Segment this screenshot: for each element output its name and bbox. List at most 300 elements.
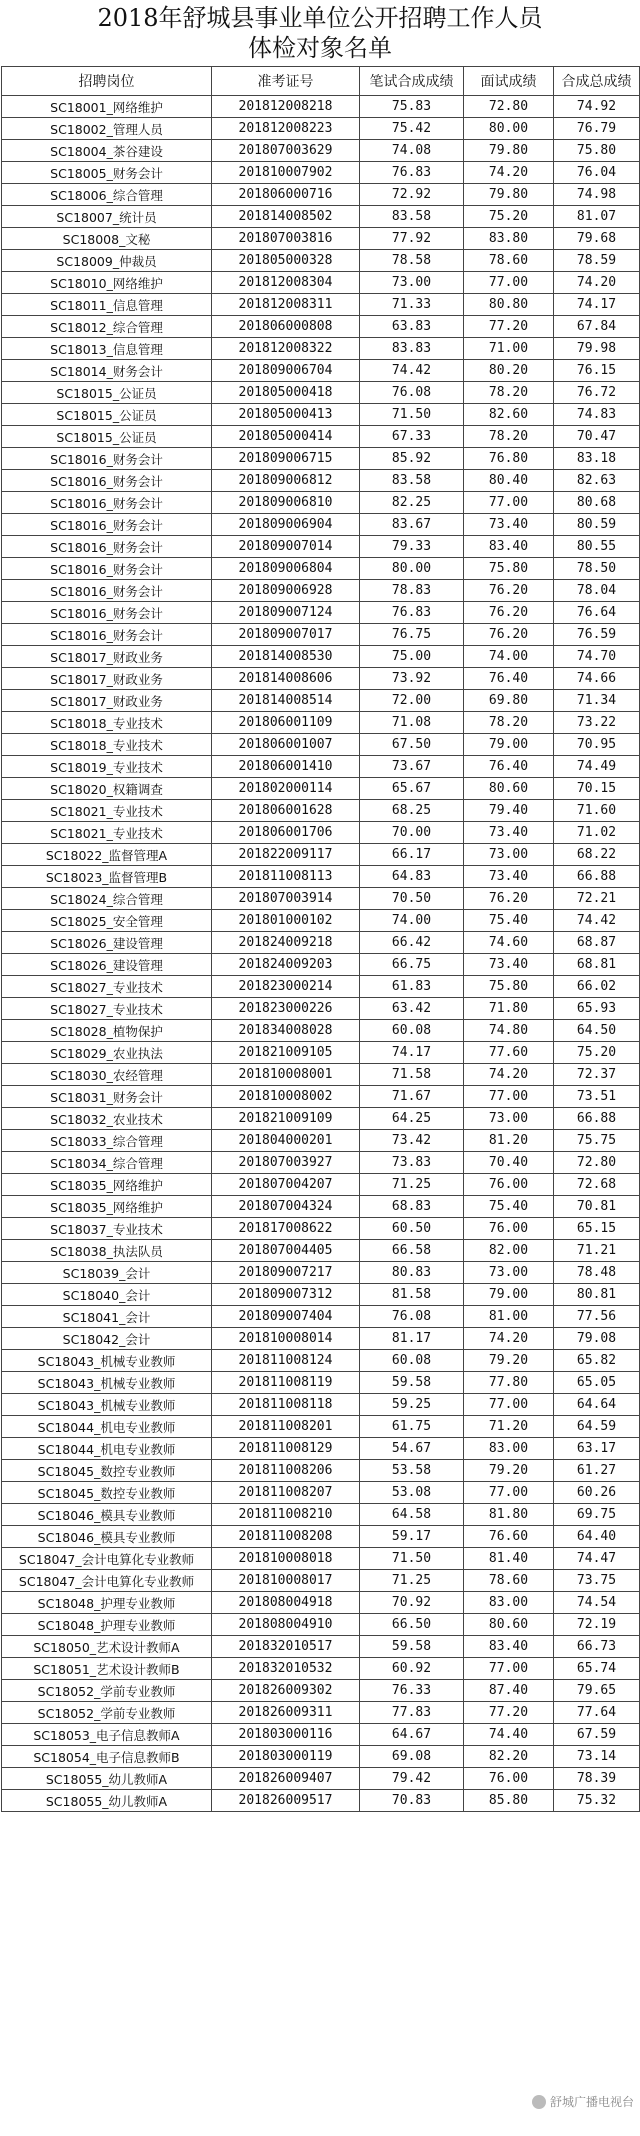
cell-interview-score: 71.20 [464,1416,554,1438]
cell-written-score: 76.75 [360,624,464,646]
cell-interview-score: 74.80 [464,1020,554,1042]
table-row [2,668,640,690]
cell-ticket-number: 201807003914 [212,888,360,910]
cell-written-score: 77.92 [360,228,464,250]
cell-interview-score: 75.40 [464,910,554,932]
cell-written-score: 64.67 [360,1724,464,1746]
cell-ticket-number: 201822009117 [212,844,360,866]
column-header-written: 笔试合成成绩 [360,67,464,96]
cell-written-score: 64.83 [360,866,464,888]
cell-position: SC18018_专业技术 [2,712,212,734]
cell-total-score: 81.07 [554,206,640,228]
cell-interview-score: 76.20 [464,580,554,602]
cell-ticket-number: 201826009311 [212,1702,360,1724]
cell-position: SC18016_财务会计 [2,624,212,646]
cell-total-score: 74.42 [554,910,640,932]
table-row [2,1702,640,1724]
column-header-interview: 面试成绩 [464,67,554,96]
cell-position: SC18039_会计 [2,1262,212,1284]
cell-position: SC18029_农业执法 [2,1042,212,1064]
cell-position: SC18013_信息管理 [2,338,212,360]
cell-ticket-number: 201826009517 [212,1790,360,1812]
cell-position: SC18012_综合管理 [2,316,212,338]
cell-ticket-number: 201806001109 [212,712,360,734]
cell-total-score: 76.64 [554,602,640,624]
cell-written-score: 61.75 [360,1416,464,1438]
cell-written-score: 70.92 [360,1592,464,1614]
cell-ticket-number: 201814008530 [212,646,360,668]
cell-position: SC18034_综合管理 [2,1152,212,1174]
cell-ticket-number: 201811008207 [212,1482,360,1504]
cell-written-score: 65.67 [360,778,464,800]
cell-written-score: 75.83 [360,96,464,118]
cell-ticket-number: 201812008223 [212,118,360,140]
cell-interview-score: 74.60 [464,932,554,954]
table-row [2,580,640,602]
table-row [2,1724,640,1746]
cell-ticket-number: 201806001410 [212,756,360,778]
table-row [2,800,640,822]
cell-ticket-number: 201809006804 [212,558,360,580]
cell-interview-score: 80.40 [464,470,554,492]
cell-total-score: 77.64 [554,1702,640,1724]
cell-ticket-number: 201809007217 [212,1262,360,1284]
cell-position: SC18020_权籍调查 [2,778,212,800]
cell-interview-score: 77.60 [464,1042,554,1064]
table-row [2,1042,640,1064]
cell-total-score: 65.93 [554,998,640,1020]
cell-interview-score: 77.00 [464,1658,554,1680]
table-row [2,1284,640,1306]
table-row [2,602,640,624]
cell-written-score: 59.58 [360,1636,464,1658]
cell-written-score: 60.92 [360,1658,464,1680]
cell-written-score: 68.83 [360,1196,464,1218]
cell-position: SC18047_会计电算化专业教师 [2,1548,212,1570]
table-row [2,822,640,844]
cell-position: SC18040_会计 [2,1284,212,1306]
cell-ticket-number: 201812008218 [212,96,360,118]
cell-ticket-number: 201811008201 [212,1416,360,1438]
table-row [2,866,640,888]
table-row [2,228,640,250]
cell-ticket-number: 201809007312 [212,1284,360,1306]
cell-position: SC18021_专业技术 [2,822,212,844]
table-row [2,272,640,294]
table-row [2,184,640,206]
cell-ticket-number: 201803000119 [212,1746,360,1768]
cell-interview-score: 78.60 [464,1570,554,1592]
cell-interview-score: 73.40 [464,954,554,976]
cell-written-score: 74.42 [360,360,464,382]
cell-interview-score: 83.80 [464,228,554,250]
table-row [2,1174,640,1196]
cell-position: SC18009_仲裁员 [2,250,212,272]
cell-ticket-number: 201823000226 [212,998,360,1020]
cell-total-score: 78.50 [554,558,640,580]
cell-position: SC18025_安全管理 [2,910,212,932]
cell-position: SC18016_财务会计 [2,514,212,536]
table-row [2,250,640,272]
cell-interview-score: 75.40 [464,1196,554,1218]
cell-written-score: 59.58 [360,1372,464,1394]
cell-interview-score: 80.80 [464,294,554,316]
cell-position: SC18038_执法队员 [2,1240,212,1262]
table-row [2,360,640,382]
cell-position: SC18048_护理专业教师 [2,1592,212,1614]
table-row [2,558,640,580]
cell-written-score: 78.58 [360,250,464,272]
channel-logo-icon [532,2095,546,2109]
cell-written-score: 74.08 [360,140,464,162]
cell-position: SC18055_幼儿教师A [2,1790,212,1812]
cell-written-score: 73.67 [360,756,464,778]
cell-ticket-number: 201807004207 [212,1174,360,1196]
cell-written-score: 66.17 [360,844,464,866]
cell-position: SC18027_专业技术 [2,976,212,998]
table-row [2,1504,640,1526]
cell-total-score: 68.81 [554,954,640,976]
cell-ticket-number: 201803000116 [212,1724,360,1746]
cell-written-score: 76.83 [360,602,464,624]
cell-total-score: 67.84 [554,316,640,338]
table-row [2,162,640,184]
cell-ticket-number: 201824009218 [212,932,360,954]
cell-interview-score: 73.00 [464,1262,554,1284]
cell-written-score: 60.50 [360,1218,464,1240]
cell-position: SC18016_财务会计 [2,558,212,580]
cell-ticket-number: 201811008210 [212,1504,360,1526]
cell-written-score: 79.33 [360,536,464,558]
cell-written-score: 70.83 [360,1790,464,1812]
cell-position: SC18017_财政业务 [2,646,212,668]
cell-position: SC18017_财政业务 [2,690,212,712]
cell-position: SC18024_综合管理 [2,888,212,910]
cell-position: SC18050_艺术设计教师A [2,1636,212,1658]
cell-position: SC18015_公证员 [2,404,212,426]
cell-interview-score: 78.20 [464,712,554,734]
cell-interview-score: 76.20 [464,888,554,910]
cell-written-score: 71.25 [360,1570,464,1592]
cell-total-score: 78.48 [554,1262,640,1284]
cell-total-score: 80.68 [554,492,640,514]
cell-ticket-number: 201834008028 [212,1020,360,1042]
cell-total-score: 64.40 [554,1526,640,1548]
cell-total-score: 64.50 [554,1020,640,1042]
table-row [2,1372,640,1394]
cell-ticket-number: 201809007124 [212,602,360,624]
cell-interview-score: 74.00 [464,646,554,668]
cell-position: SC18026_建设管理 [2,954,212,976]
cell-position: SC18048_护理专业教师 [2,1614,212,1636]
table-row [2,1394,640,1416]
cell-total-score: 67.59 [554,1724,640,1746]
table-row [2,1196,640,1218]
table-row [2,1460,640,1482]
cell-written-score: 64.25 [360,1108,464,1130]
cell-written-score: 74.17 [360,1042,464,1064]
cell-written-score: 81.17 [360,1328,464,1350]
cell-total-score: 72.19 [554,1614,640,1636]
table-row [2,1526,640,1548]
cell-written-score: 66.75 [360,954,464,976]
cell-written-score: 66.50 [360,1614,464,1636]
table-row [2,734,640,756]
table-row [2,1020,640,1042]
cell-ticket-number: 201811008119 [212,1372,360,1394]
cell-ticket-number: 201810008002 [212,1086,360,1108]
table-row [2,756,640,778]
cell-written-score: 59.17 [360,1526,464,1548]
cell-written-score: 60.08 [360,1350,464,1372]
cell-interview-score: 79.20 [464,1350,554,1372]
cell-total-score: 63.17 [554,1438,640,1460]
cell-interview-score: 85.80 [464,1790,554,1812]
cell-position: SC18016_财务会计 [2,580,212,602]
table-row [2,1328,640,1350]
table-row [2,338,640,360]
cell-interview-score: 79.00 [464,1284,554,1306]
cell-ticket-number: 201810007902 [212,162,360,184]
cell-total-score: 75.80 [554,140,640,162]
cell-total-score: 72.37 [554,1064,640,1086]
cell-written-score: 73.42 [360,1130,464,1152]
cell-total-score: 72.68 [554,1174,640,1196]
cell-position: SC18035_网络维护 [2,1196,212,1218]
cell-interview-score: 75.80 [464,976,554,998]
cell-position: SC18011_信息管理 [2,294,212,316]
cell-total-score: 74.20 [554,272,640,294]
cell-interview-score: 82.20 [464,1746,554,1768]
cell-ticket-number: 201810008014 [212,1328,360,1350]
table-row [2,536,640,558]
cell-position: SC18022_监督管理A [2,844,212,866]
cell-written-score: 70.00 [360,822,464,844]
cell-written-score: 71.08 [360,712,464,734]
table-row [2,1482,640,1504]
cell-ticket-number: 201809006904 [212,514,360,536]
cell-written-score: 77.83 [360,1702,464,1724]
cell-written-score: 76.08 [360,1306,464,1328]
cell-interview-score: 81.00 [464,1306,554,1328]
cell-total-score: 65.15 [554,1218,640,1240]
table-row [2,1240,640,1262]
cell-position: SC18055_幼儿教师A [2,1768,212,1790]
cell-ticket-number: 201809006928 [212,580,360,602]
cell-ticket-number: 201809007014 [212,536,360,558]
cell-written-score: 70.50 [360,888,464,910]
cell-total-score: 78.04 [554,580,640,602]
cell-position: SC18019_专业技术 [2,756,212,778]
cell-ticket-number: 201824009203 [212,954,360,976]
table-row [2,1768,640,1790]
cell-total-score: 70.47 [554,426,640,448]
table-row [2,1152,640,1174]
cell-written-score: 66.58 [360,1240,464,1262]
cell-total-score: 74.70 [554,646,640,668]
cell-total-score: 66.02 [554,976,640,998]
table-row [2,844,640,866]
cell-position: SC18027_专业技术 [2,998,212,1020]
cell-written-score: 83.58 [360,470,464,492]
cell-interview-score: 80.60 [464,778,554,800]
cell-written-score: 72.92 [360,184,464,206]
column-header-total: 合成总成绩 [554,67,640,96]
table-row [2,382,640,404]
cell-ticket-number: 201812008322 [212,338,360,360]
table-row [2,976,640,998]
cell-ticket-number: 201821009109 [212,1108,360,1130]
cell-interview-score: 76.80 [464,448,554,470]
cell-written-score: 63.42 [360,998,464,1020]
cell-interview-score: 78.20 [464,426,554,448]
page-header [0,0,640,66]
cell-total-score: 78.59 [554,250,640,272]
cell-total-score: 72.21 [554,888,640,910]
cell-ticket-number: 201812008304 [212,272,360,294]
cell-total-score: 68.87 [554,932,640,954]
cell-total-score: 75.32 [554,1790,640,1812]
cell-interview-score: 77.20 [464,316,554,338]
cell-total-score: 76.72 [554,382,640,404]
cell-position: SC18046_模具专业教师 [2,1504,212,1526]
table-row [2,140,640,162]
cell-interview-score: 83.00 [464,1438,554,1460]
cell-position: SC18021_专业技术 [2,800,212,822]
cell-written-score: 82.25 [360,492,464,514]
cell-ticket-number: 201805000418 [212,382,360,404]
table-row [2,1218,640,1240]
cell-position: SC18005_财务会计 [2,162,212,184]
table-row [2,1658,640,1680]
cell-written-score: 71.25 [360,1174,464,1196]
cell-total-score: 76.04 [554,162,640,184]
cell-written-score: 81.58 [360,1284,464,1306]
cell-ticket-number: 201810008017 [212,1570,360,1592]
cell-position: SC18031_财务会计 [2,1086,212,1108]
cell-interview-score: 83.00 [464,1592,554,1614]
cell-position: SC18016_财务会计 [2,470,212,492]
table-row [2,206,640,228]
cell-interview-score: 87.40 [464,1680,554,1702]
table-row [2,470,640,492]
cell-position: SC18044_机电专业教师 [2,1438,212,1460]
table-row [2,96,640,118]
cell-total-score: 73.22 [554,712,640,734]
cell-total-score: 74.49 [554,756,640,778]
cell-total-score: 60.26 [554,1482,640,1504]
table-row [2,690,640,712]
table-row [2,1790,640,1812]
cell-ticket-number: 201806001007 [212,734,360,756]
cell-ticket-number: 201811008118 [212,1394,360,1416]
cell-position: SC18045_数控专业教师 [2,1482,212,1504]
cell-written-score: 67.33 [360,426,464,448]
cell-interview-score: 73.40 [464,822,554,844]
cell-interview-score: 83.40 [464,1636,554,1658]
table-header-row [2,67,640,96]
cell-ticket-number: 201809006810 [212,492,360,514]
cell-interview-score: 77.00 [464,1394,554,1416]
cell-written-score: 73.00 [360,272,464,294]
cell-ticket-number: 201826009302 [212,1680,360,1702]
table-row [2,1438,640,1460]
cell-interview-score: 76.40 [464,668,554,690]
cell-position: SC18037_专业技术 [2,1218,212,1240]
table-row [2,1570,640,1592]
table-row [2,426,640,448]
cell-total-score: 80.55 [554,536,640,558]
table-row [2,1306,640,1328]
cell-interview-score: 82.00 [464,1240,554,1262]
cell-ticket-number: 201806001628 [212,800,360,822]
cell-written-score: 80.83 [360,1262,464,1284]
cell-ticket-number: 201817008622 [212,1218,360,1240]
cell-ticket-number: 201807003629 [212,140,360,162]
cell-ticket-number: 201811008113 [212,866,360,888]
cell-position: SC18030_农经管理 [2,1064,212,1086]
cell-ticket-number: 201811008129 [212,1438,360,1460]
cell-ticket-number: 201821009105 [212,1042,360,1064]
cell-total-score: 73.14 [554,1746,640,1768]
cell-written-score: 74.00 [360,910,464,932]
cell-position: SC18014_财务会计 [2,360,212,382]
cell-written-score: 60.08 [360,1020,464,1042]
cell-interview-score: 77.00 [464,1086,554,1108]
cell-ticket-number: 201807004324 [212,1196,360,1218]
table-row [2,712,640,734]
cell-interview-score: 74.20 [464,1328,554,1350]
table-row [2,316,640,338]
cell-written-score: 53.08 [360,1482,464,1504]
cell-interview-score: 80.00 [464,118,554,140]
cell-ticket-number: 201809006704 [212,360,360,382]
cell-written-score: 71.50 [360,404,464,426]
cell-interview-score: 77.00 [464,1482,554,1504]
table-row [2,1614,640,1636]
cell-total-score: 74.17 [554,294,640,316]
table-row [2,1680,640,1702]
cell-position: SC18016_财务会计 [2,602,212,624]
cell-ticket-number: 201814008514 [212,690,360,712]
cell-position: SC18028_植物保护 [2,1020,212,1042]
cell-total-score: 65.74 [554,1658,640,1680]
cell-position: SC18043_机械专业教师 [2,1394,212,1416]
cell-written-score: 83.83 [360,338,464,360]
cell-position: SC18001_网络维护 [2,96,212,118]
cell-ticket-number: 201832010532 [212,1658,360,1680]
cell-ticket-number: 201809006812 [212,470,360,492]
cell-written-score: 79.42 [360,1768,464,1790]
cell-total-score: 68.22 [554,844,640,866]
cell-position: SC18044_机电专业教师 [2,1416,212,1438]
cell-position: SC18046_模具专业教师 [2,1526,212,1548]
cell-interview-score: 82.60 [464,404,554,426]
table-row [2,998,640,1020]
cell-written-score: 54.67 [360,1438,464,1460]
cell-position: SC18007_统计员 [2,206,212,228]
cell-total-score: 76.79 [554,118,640,140]
cell-written-score: 71.67 [360,1086,464,1108]
cell-interview-score: 76.00 [464,1768,554,1790]
cell-ticket-number: 201805000328 [212,250,360,272]
cell-interview-score: 76.20 [464,602,554,624]
cell-interview-score: 83.40 [464,536,554,558]
cell-total-score: 70.81 [554,1196,640,1218]
cell-interview-score: 74.20 [464,162,554,184]
cell-interview-score: 81.20 [464,1130,554,1152]
cell-ticket-number: 201801000102 [212,910,360,932]
